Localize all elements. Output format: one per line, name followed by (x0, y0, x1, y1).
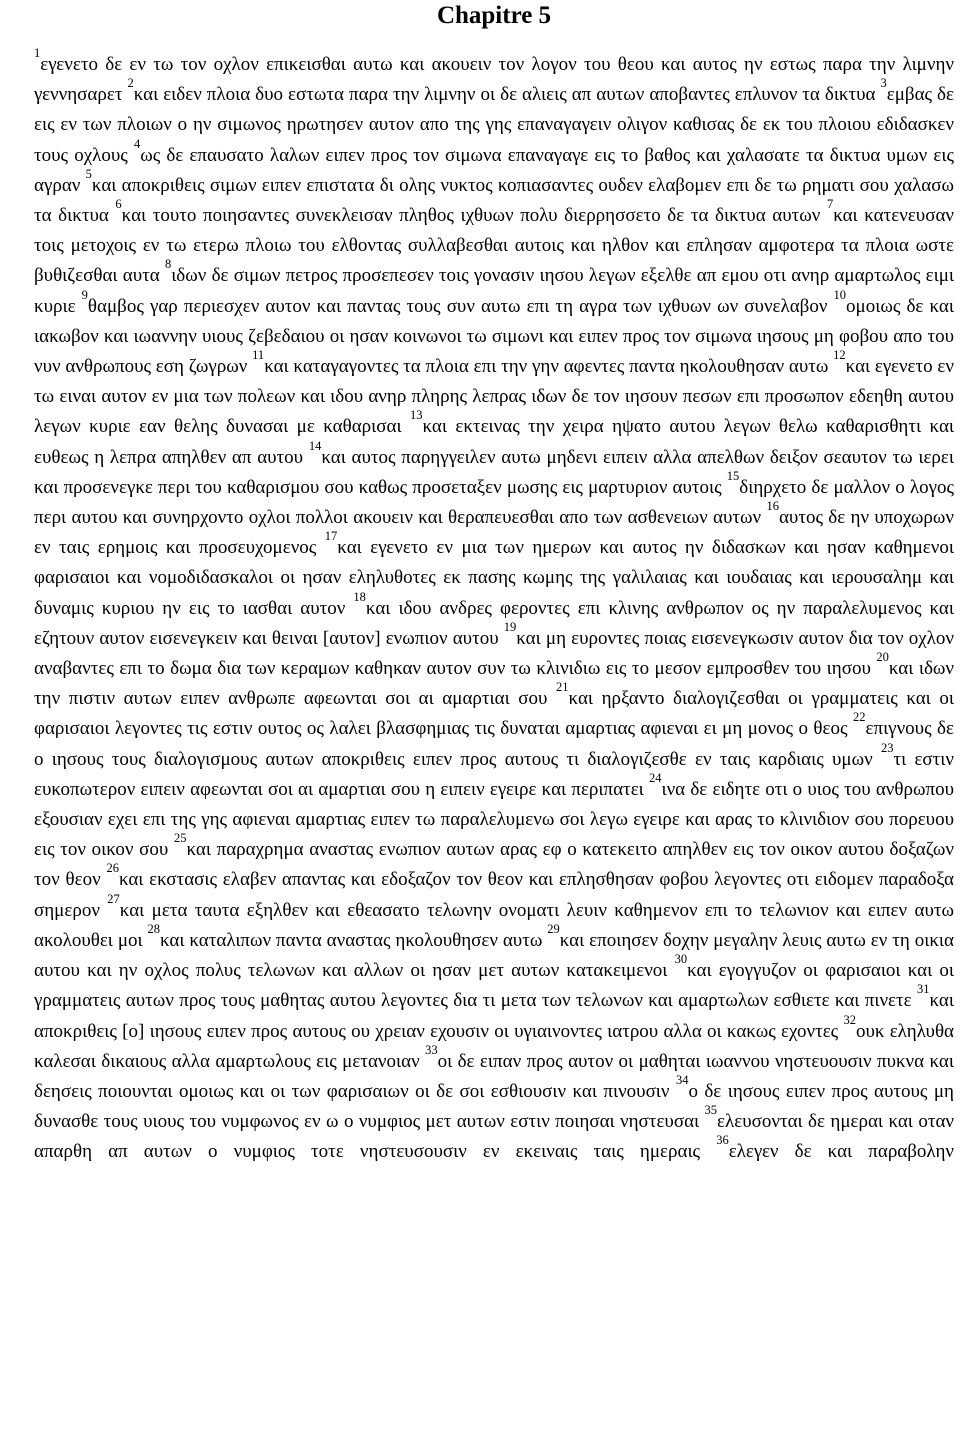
verse-text: και εποιησεν δοχην μεγαλην λευις αυτω εν τη οικια αυτου και ην οχλος πολυς τελωνων και αλλων οι ησαν μετ αυτων κατακειμενοι (34, 929, 954, 982)
verse-number: 20 (876, 650, 889, 665)
verse-number: 11 (252, 348, 265, 363)
verse-text: ομοιως δε και ιακωβον και ιωαννην υιους ζεβεδαιου οι ησαν κοινωνοι τω σιμωνι και ειπεν προς τον σιμωνα ιησους μη φοβου απο του νυν ανθρωπους εση ζωγρων (34, 295, 954, 378)
verse-text: και αποκριθεις σιμων ειπεν επιστατα δι ολης νυκτος κοπιασαντες ουδεν ελαβομεν επι δε τω ρηματι σου χαλασω τα δικτυα (34, 174, 954, 227)
verse-number: 29 (547, 921, 560, 936)
verse-number: 14 (308, 438, 322, 453)
verse-number: 25 (173, 831, 187, 846)
verse-number: 22 (853, 710, 866, 725)
verse-text: ινα δε ειδητε οτι ο υιος του ανθρωπου εξουσιαν εχει επι της γης αφιεναι αμαρτιας ειπεν τω παραλελυμενω σοι λεγω εγειρε και αρας το κλινιδιον σου πορευου εις τον οικον σου (34, 778, 954, 861)
verse (147, 921, 548, 951)
verse-number: 26 (106, 861, 119, 876)
verse-number: 23 (880, 740, 894, 755)
verse-number: 1 (34, 46, 41, 60)
verse-text: εμβας δε εις εν των πλοιων ο ην σιμωνος ηρωτησεν αυτον απο της γης επαναγαγειν ολιγον καθισας δε εκ του πλοιου εδιδασκεν τους οχλους (34, 84, 954, 166)
chapter-title: Chapitre 5 (436, 2, 552, 29)
verse-text: θαμβος γαρ περιεσχεν αυτον και παντας τους συν αυτω επι τη αγρα των ιχθυων ων συνελαβον (87, 295, 834, 317)
verse-number: 34 (675, 1072, 689, 1087)
verse-number: 17 (324, 529, 338, 544)
verse-text: και κατενευσαν τοις μετοχοις εν τω ετερω πλοιω του ελθοντας συλλαβεσθαι αυτοις και ηλθον και επλησαν αμφοτερα τα πλοια ωστε βυθιζεσθαι αυτα (34, 205, 954, 287)
verse-text: και εκτεινας την χειρα ηψατο αυτου λεγων θελω καθαρισθητι και ευθεως η λεπρα απηλθεν απ αυτου (34, 416, 955, 468)
verse-text: ιδων δε σιμων πετρος προσεπεσεν τοις γονασιν ιησου λεγων εξελθε απ εμου οτι ανηρ αμαρτωλος ειμι κυριε (34, 265, 954, 317)
verse (127, 76, 881, 106)
verse (115, 197, 827, 227)
verse-number: 3 (880, 76, 887, 91)
verse-text: και ιδων την πιστιν αυτων ειπεν ανθρωπε αφεωνται σοι αι αμαρτιαι σου (34, 658, 954, 710)
verse-text: και ιδου ανδρες φεροντες επι κλινης ανθρωπον ος ην παραλελυμενος και εζητουν αυτον εισενεγκειν και θειναι [αυτον] ενωπιον αυτου (34, 597, 954, 649)
verse-number: 31 (917, 982, 930, 997)
verse-text: ο δε ιησους ειπεν προς αυτους μη δυνασθε τους υιους του νυμφωνος εν ω ο νυμφιος μετ αυτων εστιν ποιησαι νηστευσαι (34, 1080, 954, 1133)
chapter-body (34, 46, 955, 1168)
verse-text: και εγενετο εν τω ειναι αυτον εν μια των πολεων και ιδου ανηρ πληρης λεπρας ιδων δε τον ιησουν πεσων επι προσωπον εδεηθη αυτου λεγων κυριε εαν θελης δυνασαι με καθαρισαι (34, 356, 954, 438)
verse-text: και ηρξαντο διαλογιζεσθαι οι γραμματεις και οι φαρισαιοι λεγοντες τις εστιν ουτος ος λαλει βλασφημιας τις δυναται αμαρτιας αφιεναι ει μη μονος ο θεος (34, 688, 954, 740)
verse-text: και μη ευροντες ποιας εισενεγκωσιν αυτον δια τον οχλον αναβαντες επι το δωμα δια των κεραμων καθηκαν αυτον συν τω κλινιδιω εις το μεσον εμπροσθεν του ιησου (34, 627, 954, 680)
verse-text: και εγογγυζον οι φαρισαιοι και οι γραμματεις αυτων προς τους μαθητας αυτου λεγοντες δια τι μετα των τελωνων και αμαρτωλων εσθιετε και πινετε (34, 960, 955, 1012)
verse-number: 15 (726, 468, 740, 483)
verse-number: 10 (833, 287, 847, 302)
verse-number: 9 (81, 287, 88, 302)
verse-text: οι δε ειπαν προς αυτον οι μαθηται ιωαννου νηστευουσιν πυκνα και δεησεις ποιουνται ομοιως και οι των φαρισαιων οι δε σοι εσθιουσιν και πινουσιν (34, 1050, 954, 1102)
verse-text: ως δε επαυσατο λαλων ειπεν προς τον σιμωνα επαναγαγε εις το βαθος και χαλασατε τα δικτυα υμων εις αγραν (34, 144, 954, 196)
verse-text: αυτος δε ην υποχωρων εν ταις ερημοις και προσευχομενος (34, 507, 954, 559)
verse-number: 18 (353, 589, 366, 604)
verse-text: και εκστασις ελαβεν απαντας και εδοξαζον τον θεον και επλησθησαν φοβου λεγοντες οτι ειδομεν παραδοξα σημερον (34, 869, 954, 921)
verse-number: 19 (503, 619, 517, 634)
verse-text: ελευσονται δε ημεραι και οταν απαρθη απ αυτων ο νυμφιος τοτε νηστευσουσιν εν εκειναις ταις ημεραις (34, 1111, 954, 1163)
verse-number: 24 (648, 770, 662, 785)
verse-number: 32 (843, 1012, 856, 1027)
verse (252, 348, 834, 378)
verse-text: και εγενετο εν μια των ημερων και αυτος ην διδασκων και ησαν καθημενοι φαρισαιοι και νομοδιδασκαλοι οι ησαν εληλυθοτες εκ πασης κωμης της γαλιλαιας και ιουδαιας και ιερουσαλημ και δυναμις κυριου ην εις το ιασθαι αυτον (34, 537, 954, 619)
verse-text: και ειδεν πλοια δυο εστωτα παρα την λιμνην οι δε αλιεις απ αυτων αποβαντες επλυνον τα δικτυα (133, 84, 881, 106)
verse-text: και καταλιπων παντα αναστας ηκολουθησεν αυτω (160, 929, 548, 951)
verse-number: 8 (164, 257, 172, 272)
verse-number: 12 (833, 348, 846, 363)
verse-text: και παραχρημα αναστας ενωπιον αυτων αρας εφ ο κατεκειτο απηλθεν εις τον οικον αυτου δοξαζων τον θεον (34, 839, 954, 891)
verse-number: 36 (716, 1133, 729, 1148)
verse-text: τι εστιν ευκοπωτερον ειπειν αφεωνται σοι αι αμαρτιαι σου η ειπειν εγειρε και περιπατει (34, 748, 954, 800)
verse-number: 35 (704, 1103, 718, 1118)
verse-number: 2 (127, 76, 134, 91)
verse-number: 5 (85, 166, 92, 181)
verse-text: και τουτο ποιησαντες συνεκλεισαν πληθος ιχθυων πολυ διερρησσετο δε τα δικτυα αυτων (121, 205, 827, 227)
verse-number: 7 (826, 197, 834, 212)
verse-text: διηρχετο δε μαλλον ο λογος περι αυτου και συνηρχοντο οχλοι πολλοι ακουειν και θεραπευεσθαι απο των ασθενειων αυτων (34, 476, 954, 529)
verse-text: και αυτος παρηγγειλεν αυτω μηδενι ειπειν αλλα απελθων δειξον σεαυτον τω ιερει και προσενεγκε περι του καθαρισμου σου καθως προσεταξεν μωσης εις μαρτυριον αυτοις (34, 446, 955, 498)
verse-number: 33 (425, 1042, 438, 1057)
verse-text: και αποκριθεις [ο] ιησους ειπεν προς αυτους ου χρειαν εχουσιν οι υγιαινοντες ιατρου αλλα οι κακως εχοντες (34, 990, 954, 1042)
verse-number: 30 (674, 952, 688, 967)
verse-text: επιγνους δε ο ιησους τους διαλογισμους αυτων αποκριθεις ειπεν προς αυτους τι διαλογιζεσθε εν ταις καρδιαις υμων (34, 718, 954, 770)
verse-text: ελεγεν δε και παραβολην (728, 1141, 955, 1163)
verse-number: 16 (766, 499, 779, 514)
verse-number: 28 (147, 921, 161, 936)
verse (81, 287, 834, 317)
page (34, 0, 954, 1168)
verse-number: 6 (115, 197, 122, 212)
verse-text: και μετα ταυτα εξηλθεν και εθεασατο τελωνην ονοματι λευιν καθημενον επι το τελωνιον και ειπεν αυτω ακολουθει μοι (34, 899, 954, 951)
verse-number: 13 (409, 408, 423, 423)
verse-number: 21 (556, 680, 569, 695)
verse (716, 1133, 955, 1163)
verse-number: 4 (133, 136, 141, 151)
verse-text: ουκ εληλυθα καλεσαι δικαιους αλλα αμαρτωλους εις μετανοιαν (34, 1020, 954, 1072)
verse-text: και καταγαγοντες τα πλοια επι την γην αφεντες παντα ηκολουθησαν αυτω (264, 356, 834, 378)
verse-text: εγενετο δε εν τω τον οχλον επικεισθαι αυτω και ακουειν τον λογον του θεου και αυτος ην εστως παρα την λιμνην γεννησαρετ (34, 54, 954, 106)
verse-number: 27 (107, 891, 120, 906)
